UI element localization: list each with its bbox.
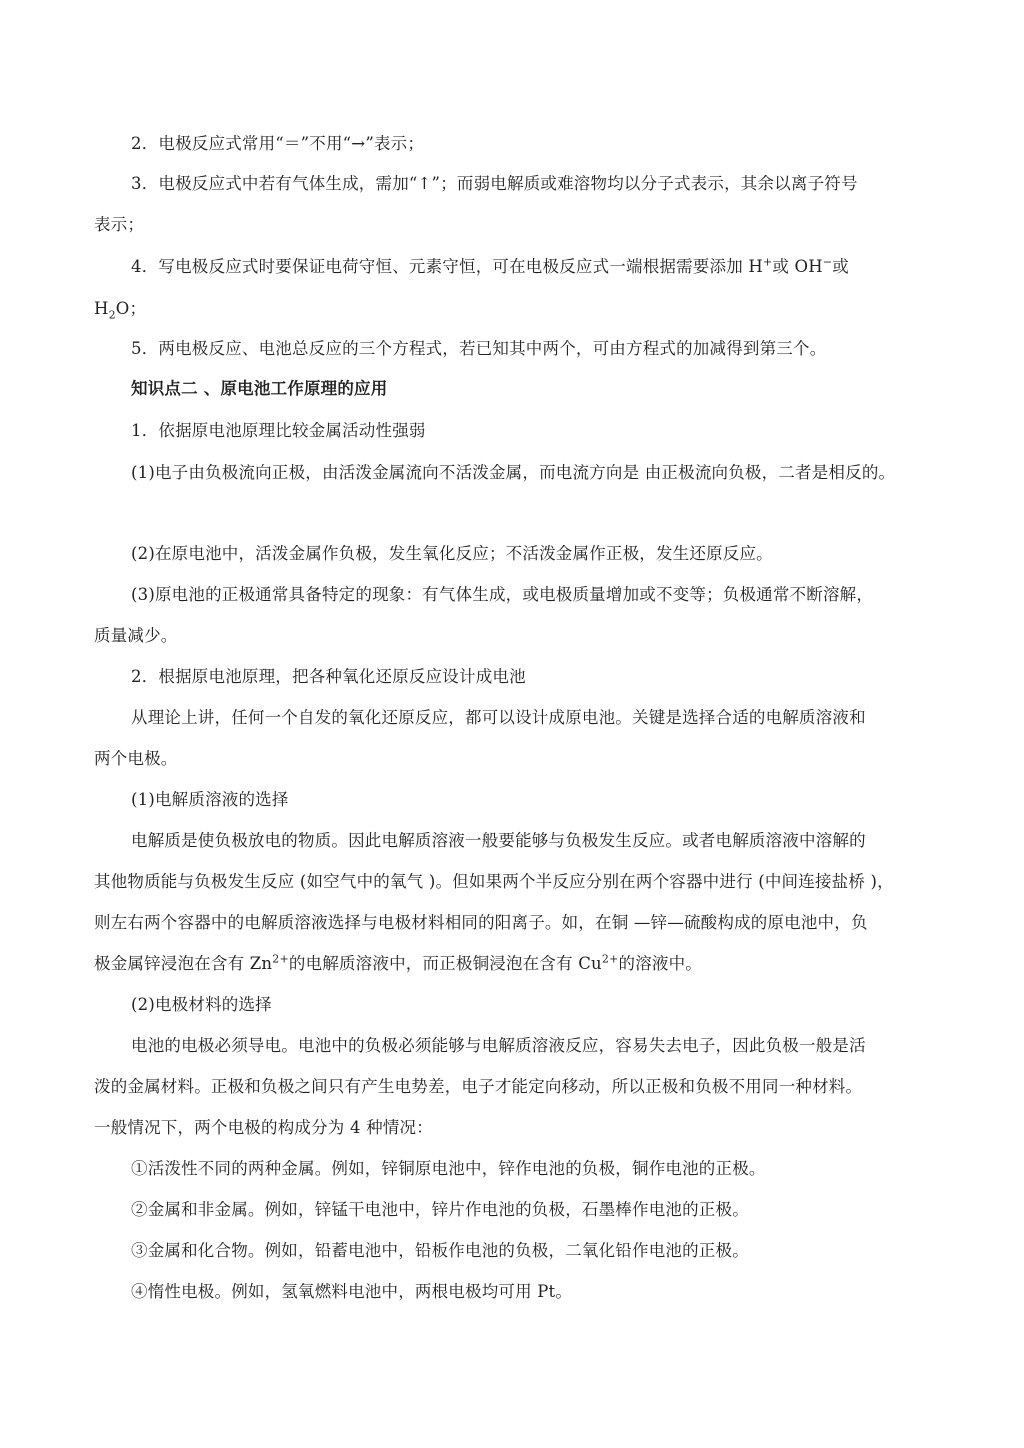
subsection-1-line4 xyxy=(94,953,702,975)
note-4-text-a: 4．写电极反应式时要保证电荷守恒、元素守恒，可在电极反应式一端根据需要添加 H xyxy=(131,257,763,276)
subsection-1-line2: 其他物质能与负极发生反应 (如空气中的氧气 )。但如果两个半反应分别在两个容器中进行 (中间连接盐桥 )， xyxy=(94,872,894,891)
subsection-1-line1: 电解质是使负极放电的物质。因此电解质溶液一般要能够与负极发生反应。或者电解质溶液中溶解的 xyxy=(131,831,866,850)
zinc-text-a: 极金属锌浸泡在含有 Zn xyxy=(94,954,273,973)
item-1-point-3-line2: 质量减少。 xyxy=(94,626,178,645)
water-formula-h: H xyxy=(94,299,109,318)
zinc-text-b: 的电解质溶液中，而正极铜浸泡在含有 Cu xyxy=(288,954,602,973)
subsection-2-line3: 一般情况下，两个电极的构成分为 4 种情况： xyxy=(94,1118,433,1137)
item-1-point-3-line1: (3)原电池的正极通常具备特定的现象：有气体生成，或电极质量增加或不变等；负极通常不断溶解， xyxy=(131,585,874,604)
note-4-text-c: 或 xyxy=(832,257,849,276)
note-4-line1 xyxy=(131,256,849,278)
item-1-title: 1．依据原电池原理比较金属活动性强弱 xyxy=(131,421,426,440)
note-5: 5．两电极反应、电池总反应的三个方程式，若已知其中两个，可由方程式的加减得到第三个。 xyxy=(131,339,827,358)
water-formula-o: O； xyxy=(115,299,147,318)
note-2: 2．电极反应式常用“＝”不用“→”表示； xyxy=(131,134,425,153)
hydroxide-ion-charge: − xyxy=(822,255,833,269)
subsection-2-line1: 电池的电极必须导电。电池中的负极必须能够与电解质溶液反应，容易失去电子，因此负极一般是活 xyxy=(131,1036,866,1055)
water-formula-subscript: 2 xyxy=(108,308,116,322)
note-3-line1: 3．电极反应式中若有气体生成，需加“↑”；而弱电解质或难溶物均以分子式表示，其余以离子符号 xyxy=(131,174,858,193)
item-2-intro-line2: 两个电极。 xyxy=(94,749,178,768)
zinc-text-c: 的溶液中。 xyxy=(618,954,702,973)
copper-ion-charge: 2+ xyxy=(601,952,619,966)
subsection-1-title: (1)电解质溶液的选择 xyxy=(131,790,289,809)
note-4-text-b: 或 OH xyxy=(772,257,823,276)
note-3-line2: 表示； xyxy=(94,215,145,234)
note-4-line2 xyxy=(94,298,146,320)
section-heading: 知识点二 、原电池工作原理的应用 xyxy=(131,379,388,398)
hydrogen-ion-charge: + xyxy=(762,255,773,269)
zinc-ion-charge: 2+ xyxy=(272,952,289,966)
electrode-case-2: ②金属和非金属。例如，锌锰干电池中，锌片作电池的负极，石墨棒作电池的正极。 xyxy=(131,1200,749,1219)
item-1-point-2: (2)在原电池中，活泼金属作负极，发生氧化反应；不活泼金属作正极，发生还原反应。 xyxy=(131,544,773,563)
item-1-point-1: (1)电子由负极流向正极，由活泼金属流向不活泼金属，而电流方向是 由正极流向负极，二者是相反的。 xyxy=(131,463,896,482)
item-2-intro-line1: 从理论上讲，任何一个自发的氧化还原反应，都可以设计成原电池。关键是选择合适的电解质溶液和 xyxy=(131,708,866,727)
electrode-case-1: ①活泼性不同的两种金属。例如，锌铜原电池中，锌作电池的负极，铜作电池的正极。 xyxy=(131,1159,766,1178)
electrode-case-4: ④惰性电极。例如，氢氧燃料电池中，两根电极均可用 Pt。 xyxy=(131,1282,573,1301)
electrode-case-3: ③金属和化合物。例如，铅蓄电池中，铅板作电池的负极，二氧化铅作电池的正极。 xyxy=(131,1241,749,1260)
subsection-2-line2: 泼的金属材料。正极和负极之间只有产生电势差，电子才能定向移动，所以正极和负极不用同一种材料。 xyxy=(94,1077,863,1096)
subsection-1-line3: 则左右两个容器中的电解质溶液选择与电极材料相同的阳离子。如，在铜 —锌—硫酸构成的原电池中，负 xyxy=(94,913,868,932)
subsection-2-title: (2)电极材料的选择 xyxy=(131,995,272,1014)
item-2-title: 2．根据原电池原理，把各种氧化还原反应设计成电池 xyxy=(131,667,526,686)
